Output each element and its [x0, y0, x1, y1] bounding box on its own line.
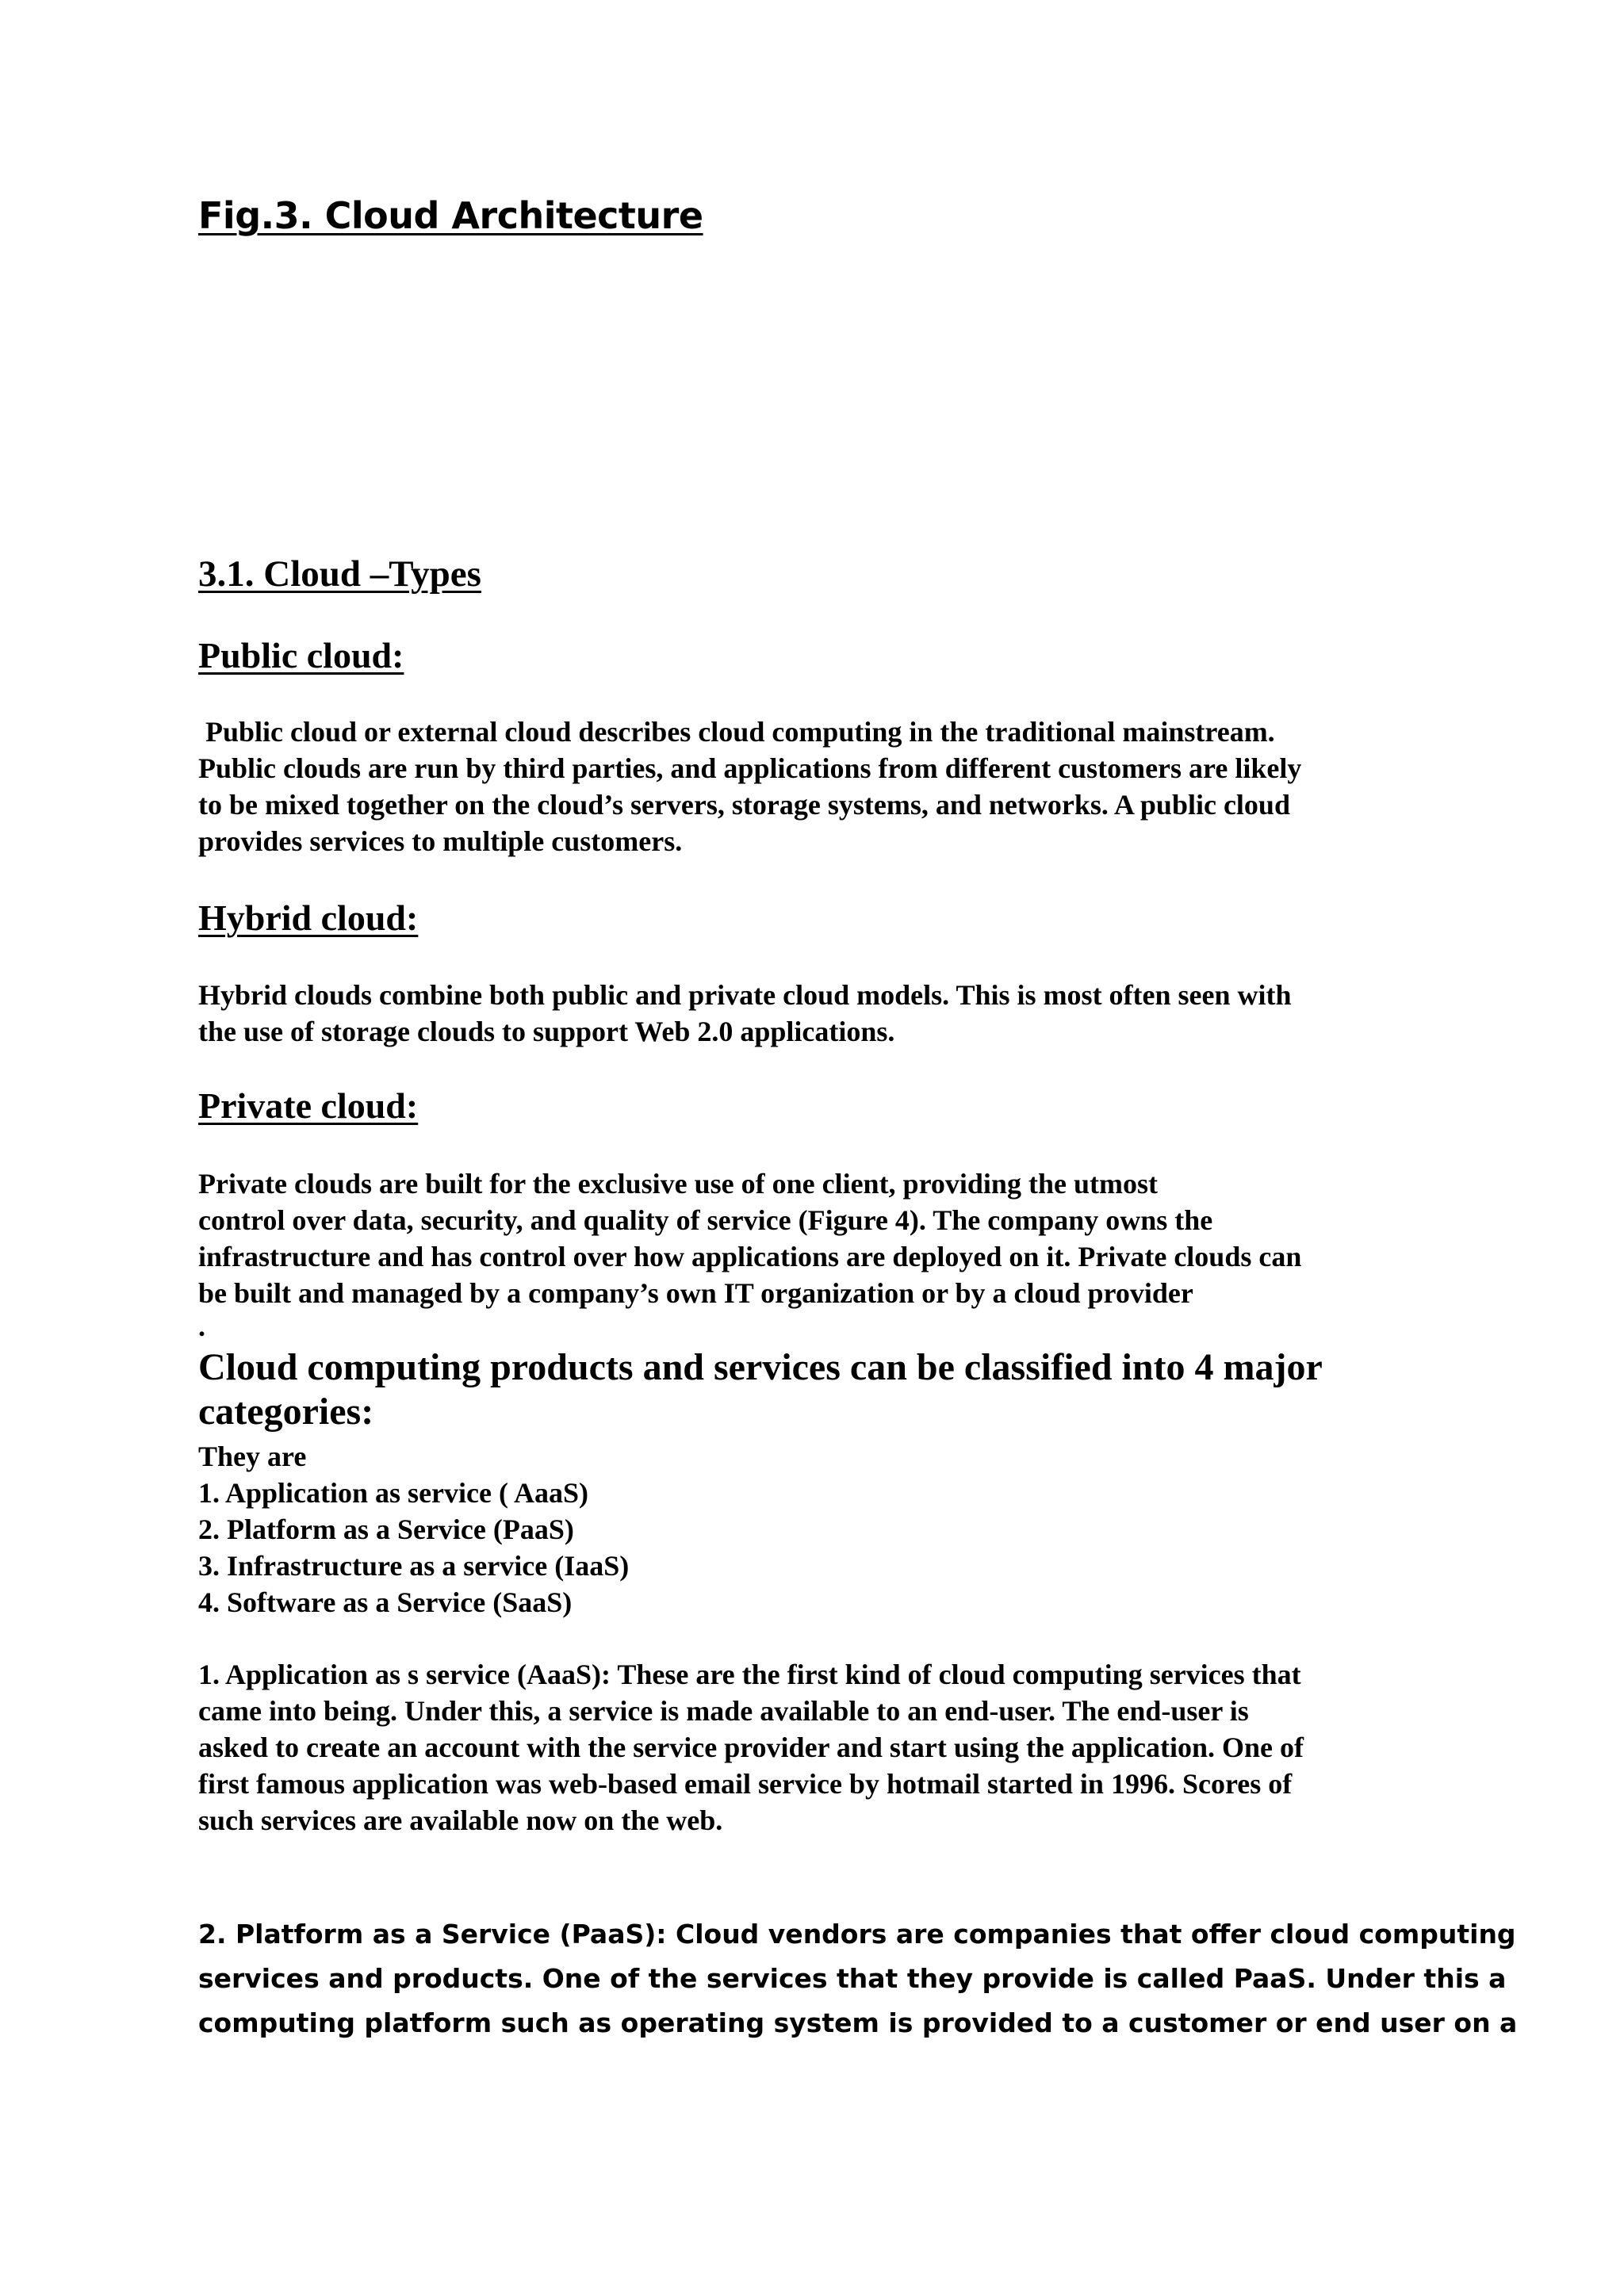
categories-heading — [198, 1345, 1467, 1434]
paragraph-line: provides services to multiple customers. — [198, 825, 683, 857]
stray-period: . — [198, 1311, 205, 1342]
private-cloud-paragraph — [198, 1165, 1435, 1311]
hybrid-cloud-paragraph — [198, 977, 1435, 1050]
heading-line: Cloud computing products and services can be classified into 4 major — [198, 1346, 1323, 1388]
paragraph-line: Private clouds are built for the exclusive use of one client, providing the utmost — [198, 1168, 1158, 1200]
paragraph-line: Public cloud or external cloud describes cloud computing in the traditional mainstream. — [198, 716, 1275, 748]
aaas-paragraph — [198, 1656, 1435, 1839]
heading-line: categories: — [198, 1391, 374, 1433]
hybrid-cloud-heading: Hybrid cloud: — [198, 897, 419, 938]
categories-list — [198, 1438, 1435, 1621]
paragraph-line: Public clouds are run by third parties, and applications from different customers are likely — [198, 752, 1302, 784]
paragraph-line: control over data, security, and quality of service (Figure 4). The company owns the — [198, 1204, 1213, 1236]
paragraph-line: the use of storage clouds to support Web 2.0 applications. — [198, 1016, 895, 1047]
paragraph-line: came into being. Under this, a service is made available to an end-user. The end-user is — [198, 1695, 1249, 1727]
paragraph-line: computing platform such as operating system is provided to a customer or end user on a — [198, 2007, 1518, 2038]
paragraph-line: such services are available now on the web. — [198, 1804, 723, 1836]
paragraph-line: 2. Platform as a Service (PaaS): Cloud vendors are companies that offer cloud computing — [198, 1919, 1516, 1950]
list-intro: They are — [198, 1441, 307, 1472]
list-item: 1. Application as service ( AaaS) — [198, 1477, 588, 1509]
paragraph-line: asked to create an account with the service provider and start using the application. One of — [198, 1732, 1304, 1763]
paragraph-line: 1. Application as s service (AaaS): These are the first kind of cloud computing services that — [198, 1659, 1301, 1690]
public-cloud-paragraph — [198, 714, 1435, 859]
private-cloud-heading: Private cloud: — [198, 1085, 419, 1126]
list-item: 4. Software as a Service (SaaS) — [198, 1586, 573, 1618]
paas-paragraph — [198, 1912, 1517, 2045]
public-cloud-heading: Public cloud: — [198, 635, 404, 675]
paragraph-line: Hybrid clouds combine both public and private cloud models. This is most often seen with — [198, 979, 1292, 1011]
section-heading: 3.1. Cloud –Types — [198, 553, 481, 595]
paragraph-line: be built and managed by a company’s own IT organization or by a cloud provider — [198, 1277, 1193, 1309]
paragraph-line: infrastructure and has control over how applications are deployed on it. Private clouds can — [198, 1241, 1302, 1272]
paragraph-line: first famous application was web-based email service by hotmail started in 1996. Scores of — [198, 1768, 1293, 1800]
figure-caption: Fig.3. Cloud Architecture — [198, 194, 703, 237]
list-item: 3. Infrastructure as a service (IaaS) — [198, 1550, 630, 1582]
paragraph-line: to be mixed together on the cloud’s servers, storage systems, and networks. A public cloud — [198, 789, 1290, 821]
paragraph-line: services and products. One of the services that they provide is called PaaS. Under this a — [198, 1963, 1507, 1994]
list-item: 2. Platform as a Service (PaaS) — [198, 1513, 574, 1545]
